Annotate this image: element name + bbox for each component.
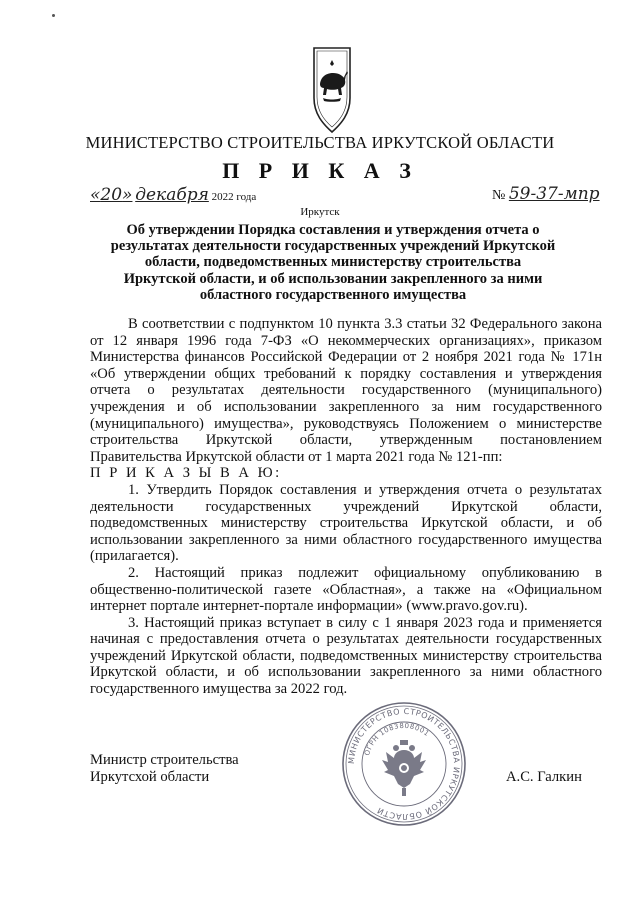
order-number [492,184,600,204]
ministry-name: МИНИСТЕРСТВО СТРОИТЕЛЬСТВА ИРКУТСКОЙ ОБЛАСТИ [85,133,555,152]
date-month: декабря [135,185,209,205]
number-value: 59-37-мпр [508,184,600,204]
order-word: П Р И К А З Ы В А Ю: [90,465,282,482]
irkutsk-coat-of-arms-icon [311,40,353,136]
order-title: Об утверждении Порядка составления и утверждения отчета о результатах деятельности государственных учреждений Иркутской области, подведомственных министерству строительства Иркутской области, и об использовании закрепленного за ними областного государственного имущества [110,222,556,303]
order-body [90,316,602,698]
number-prefix: № [492,188,506,203]
seal-ogrn-text: ОГРН 1083808001 [363,721,431,757]
scan-speck [52,14,55,17]
date-close-quote: » [122,185,133,205]
official-seal [340,700,468,828]
city: Иркутск [300,206,340,218]
signer-name: А.С. Галкин [506,769,582,785]
date-year: 2022 года [211,191,257,203]
signer-position [90,752,239,786]
signer-position-line-2: Иркутсхой области [90,769,210,785]
document-type-heading: П Р И К А З [222,158,418,183]
signer-position-line-1: Министр строительства [90,752,239,768]
seal-outer-text: МИНИСТЕРСТВО СТРОИТЕЛЬСТВА ИРКУТСКОЙ ОБЛАСТИ [346,706,462,822]
order-date [90,185,256,205]
order-item-3: 3. Настоящий приказ вступает в силу с 1 января 2023 года и применяется начиная с предоставления отчета о результатах деятельности государственных учреждений Иркутской области, подведомственных министерству строительства Иркутской области, и об использовании закрепленного за ними областного государственного имущества за 2022 год. [90,614,602,698]
order-item-1: 1. Утвердить Порядок составления и утверждения отчета о результатах деятельности государственных учреждений Иркутской области, подведомственных министерству строительства Иркутской области, и об использовании закрепленного за ними областного государственного имущества (прилагается). [90,481,602,565]
date-open-quote: « [90,185,101,205]
preamble-paragraph: В соответствии с подпунктом 10 пункта 3.3 статьи 32 Федерального закона от 12 января 1996 года 7-ФЗ «О некоммерческих организациях», приказом Министерства финансов Российской Федерации от 2 ноября 2021 года № 171н «Об утверждении общих требований к порядку составления и утверждения отчета о результатах деятельности государственного (муниципального) учреждения и об использовании закрепленного за ним государственного (муниципального) имущества», руководствуясь Положением о министерстве строительства Иркутской области, утвержденным постановлением Правительства Иркутской области от 1 марта 2021 года № 121-пп: [90,316,602,465]
order-item-2: 2. Настоящий приказ подлежит официальному опубликованию в общественно-политической газете «Областная», а также на «Официальном интернет портале интернет-портале информации» (www.pravo.gov.ru). [90,564,602,615]
date-day: 20 [100,185,123,205]
